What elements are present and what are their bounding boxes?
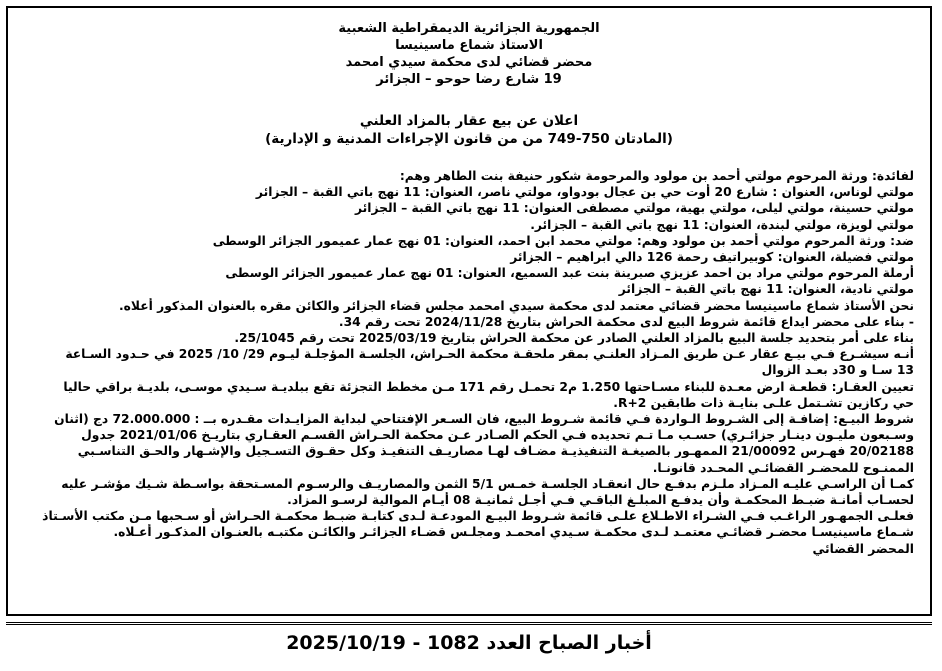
notice-body [22,168,914,557]
body-line: مولتي نادية، العنوان: 11 نهج باتي القبة – الجزائر [618,282,914,297]
body-line: حي ركازين تشـتمل علـى بنايـة ذات طابقين R+2. [613,395,914,410]
body-line: ضد: ورثة المرحوم مولتي أحمد بن مولود وهم: مولتي محمد ابن احمد، العنوان: 01 نهج عمار عميمور الجزائر الوسطى [212,233,914,248]
body-line: لحسـاب أمانـة ضبـط المحكمـة وأن يدفـع المبلـغ الباقـي فـي أجـل ثمانيـة 08 أيـام الموالية لرسـو المزاد. [287,493,914,508]
body-line: بناء على أمر بتحديد جلسة البيع بالمزاد العلني الصادر عن محكمة الحراش بتاريخ 2025/03/19 تحت رقم 25/1045. [234,331,914,346]
signature-label: المحضر القضائي [812,541,914,556]
body-line: نحن الأستاذ شماع ماسينيسا محضر قضائي معتمد لدى محكمة سيدي امحمد مجلس قضاء الجزائر والكائن مقره بالعنوان المذكور أعلاه. [118,298,914,313]
body-line: شـماع ماسينيسـا محضـر قضائـي معتمـد لـدى محكمـة سـيدي امحمـد ومجلـس قضـاء الجزائـر والكائـن مكتبـه بالعنـوان المذكـور أعـلاه. [113,525,914,540]
notice-frame [6,6,932,616]
body-line: 20/02188 فهـرس 21/00092 الممهـور بالصيغـة التنفيذيـة مضـاف لهـا مصاريـف التنفيـذ وكل حقـوق التسـجيل والإشـهار والحـق التناسـبي [77,444,914,459]
header-country: الجمهورية الجزائرية الديمقراطية الشعبية [338,21,600,36]
body-line: مولتي حسينة، مولتي ليلى، مولتي بهية، مولتي مصطفى العنوان: 11 نهج باتي القبة – الجزائر [354,201,914,216]
body-line: مولتي لويزة، مولتي لبندة، العنوان: 11 نهج باتي القبة – الجزائر. [530,217,914,232]
body-line: أرملة المرحوم مولتي مراد بن احمد عزيزي صبرينة بنت عبد السميع، العنوان: 01 نهج عمار عميمور الجزائر الوسطى [225,266,914,281]
body-line: لفائدة: ورثة المرحوم مولتي أحمد بن مولود والمرحومة شكور حنيفة بنت الطاهر وهم: [399,169,914,183]
body-line: مولتي لوناس، العنوان : شارع 20 أوت حي بن عجال بودواو، مولتي ناصر، العنوان: 11 نهج باتي القبة – الجزائر [255,185,914,200]
body-line: تعيين العقـار: قطعـة ارض معـدة للبناء مسـاحتها 1.250 م2 تحمـل رقم 171 مـن مخطط التجزئة تقع ببلديـة سـيدي موسـى، بلديـة براقي حاليا [63,379,914,394]
header-bailiff-title: محضر قضائي لدى محكمة سيدي امحمد [345,55,593,70]
body-line: مولتي فضيلة، العنوان: كوبيراتيف رحمة 126 دالي ابراهيم – الجزائر [510,250,914,265]
body-line: فعلـى الجمهـور الراغـب فـي الشـراء الاطـلاع علـى قائمة شـروط البيـع المودعـة لـدى كتابـة ضبـط محكمـة الحـراش أو سـحبها مـن مكتب الأسـتاذ [42,509,914,524]
notice-header [8,20,930,88]
publication-footer: أخبار الصباح العدد 1082 - 2025/10/19 [6,622,932,662]
body-line: كمـا أن الراسـي عليـه المـزاد ملـزم بدفـع حال انعقـاد الجلسـة خمـس 5/1 الثمن والمصاريـف والرسـوم المسـتحقة بواسـطة شـيك مؤشـر عليه [61,476,914,491]
header-address: 19 شارع رضا حوحو – الجزائر [376,72,562,87]
body-line: شروط البيـع: إضافـة إلى الشـروط الـواردة فـي قائمة شـروط البيع، فان السـعر الإفتتاحي لبداية المزايـدات مقـدره بــ : 72.000.000 دج (اثنان [54,412,914,427]
title-main: اعلان عن بيع عقار بالمزاد العلني [359,113,579,129]
body-line: 13 سـا و 30د بعـد الزوال [761,363,914,378]
body-line: الممنـوح للمحضـر القضائـي المحـدد قانونـا. [652,460,914,475]
body-line: - بناء على محضر ايداع قائمة شروط البيع لدى محكمة الحراش بتاريخ 2024/11/28 تحت رقم 34. [338,314,914,329]
body-line: أنـه سيشـرع فـي بيـع عقار عـن طريق المـزاد العلنـي بمقر ملحقـة محكمة الحـراش، الجلسـة المؤجلـة ليـوم 29/ 10/ 2025 في حـدود السـاعة [65,347,914,362]
header-bailiff-name: الاستاذ شماع ماسينيسا [395,38,543,53]
notice-title [8,112,930,148]
body-line: وسـبعون مليـون دينـار جزائـري) حسـب مـا تـم تحديده فـي الحكم الصـادر عـن محكمة الحـراش القسـم العقـاري بتاريـخ 2021/01/06 جدول [81,428,914,443]
title-articles: (المادتان 750-749 من من قانون الإجراءات المدنية و الإدارية) [265,131,673,147]
